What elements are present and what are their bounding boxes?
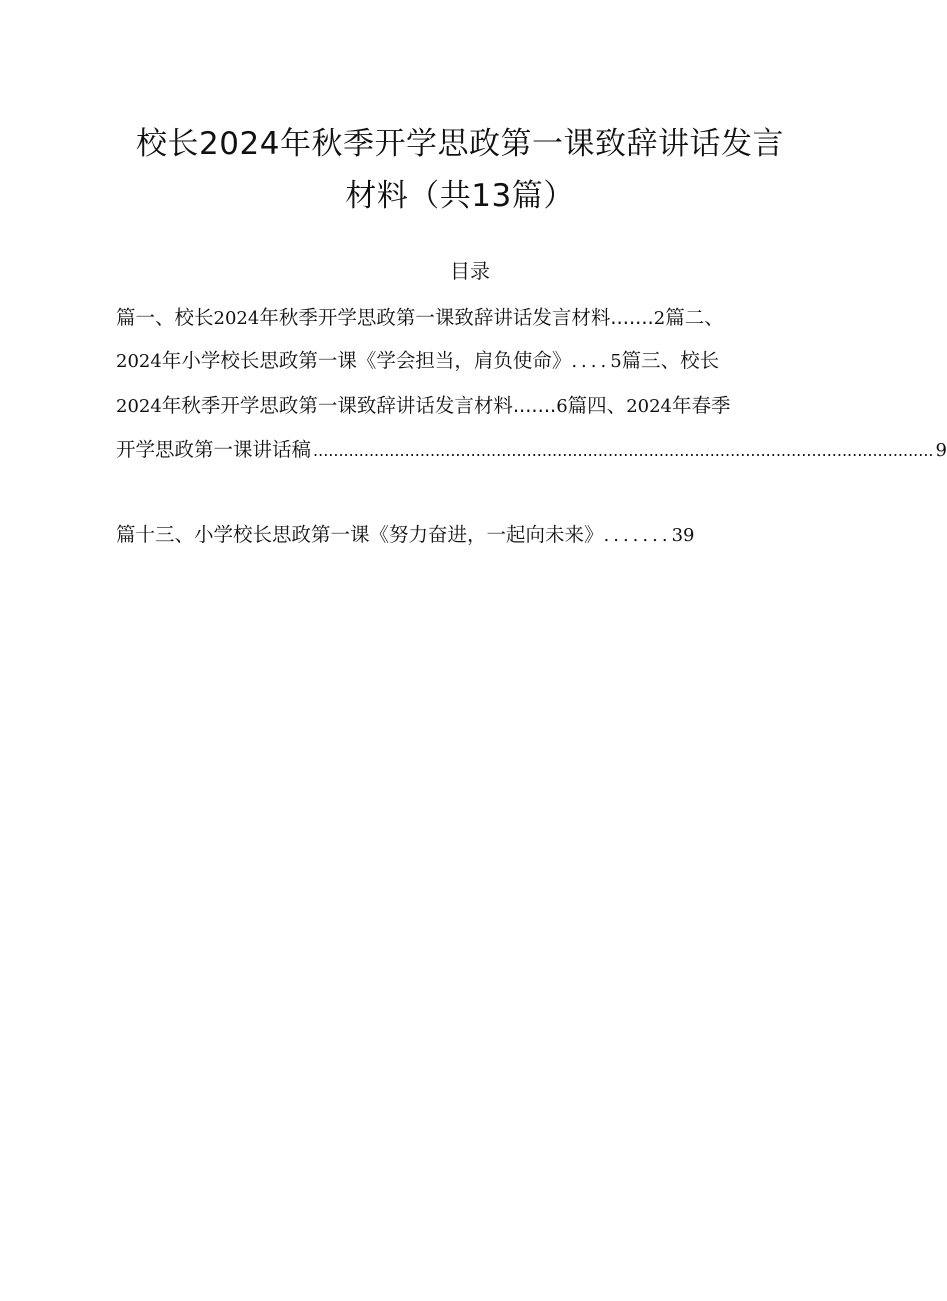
toc-text: 开学思政第一课讲话稿 bbox=[116, 438, 312, 461]
toc-line[interactable] bbox=[116, 391, 826, 422]
toc-page-number: 9 bbox=[935, 440, 947, 461]
toc-year: 2024 bbox=[626, 396, 672, 417]
toc-text: 篇三、校长 bbox=[621, 349, 720, 372]
toc-page-number: 2 bbox=[653, 308, 666, 329]
toc-text: 年秋季开学思政第一课致辞讲话发言材料 bbox=[259, 306, 611, 329]
toc-text: 篇一、校长 bbox=[116, 306, 214, 329]
document-title-line-1: 校长2024年秋季开学思政第一课致辞讲话发言 bbox=[136, 126, 784, 162]
toc-year: 2024 bbox=[213, 308, 260, 329]
toc-heading: 目录 bbox=[450, 259, 490, 283]
toc-line[interactable] bbox=[116, 346, 826, 377]
toc-text: 篇十三、小学校长思政第一课《努力奋进，一起向未来》 bbox=[116, 523, 604, 546]
document-title-line-2: 材料（共13篇） bbox=[345, 178, 575, 214]
toc-year: 2024 bbox=[116, 351, 162, 372]
toc-text: 篇二、 bbox=[665, 306, 724, 329]
toc-year: 2024 bbox=[116, 396, 162, 417]
toc-text: 年春季 bbox=[672, 394, 731, 417]
toc-line[interactable] bbox=[116, 520, 826, 551]
toc-text: 年秋季开学思政第一课致辞讲话发言材料 bbox=[161, 394, 513, 417]
toc-leader-dots: .......................................................................................................................... bbox=[313, 441, 934, 460]
toc-line[interactable] bbox=[116, 435, 947, 466]
toc-page-number: 39 bbox=[671, 525, 695, 546]
toc-page-number: 5 bbox=[610, 351, 622, 372]
toc-text: 年小学校长思政第一课《学会担当，肩负使命》 bbox=[161, 349, 572, 372]
toc-text: 篇四、 bbox=[567, 394, 627, 417]
toc-leader-dots: ....... bbox=[610, 306, 654, 329]
toc-page-number: 6 bbox=[556, 396, 568, 417]
toc-line[interactable] bbox=[116, 303, 826, 334]
toc-leader-dots: .... bbox=[571, 351, 611, 372]
toc-leader-dots: ....... bbox=[512, 394, 557, 417]
toc-leader-dots: ....... bbox=[603, 525, 672, 546]
